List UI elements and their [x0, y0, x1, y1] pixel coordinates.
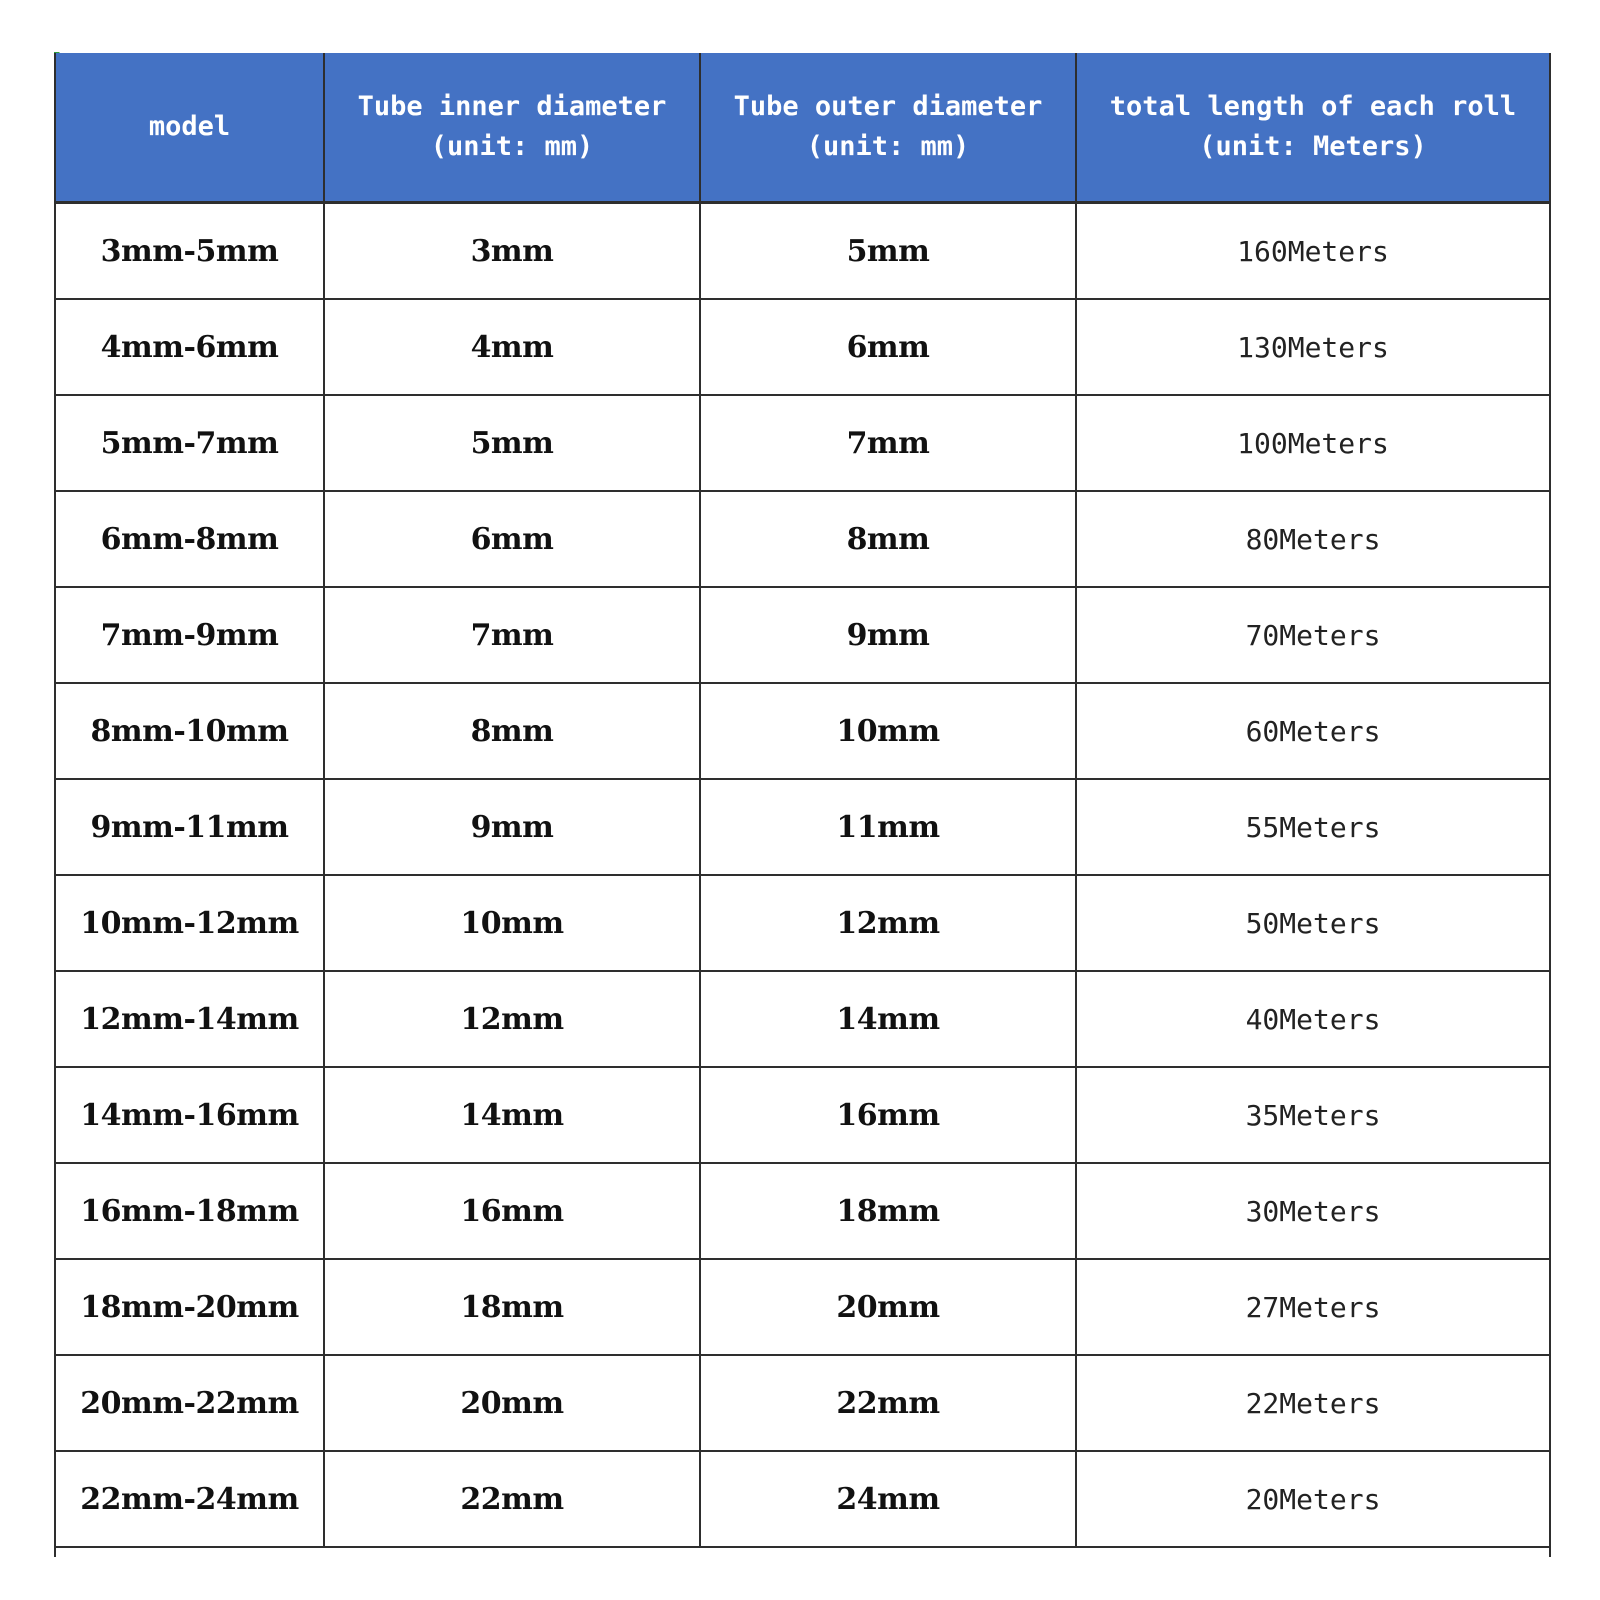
- inner-diameter-cell: 3mm: [324, 203, 700, 300]
- outer-diameter-cell: 18mm: [700, 1163, 1076, 1259]
- inner-diameter-cell: 5mm: [324, 395, 700, 491]
- roll-length-cell: 70Meters: [1076, 587, 1549, 683]
- header-roll-length: total length of each roll (unit: Meters): [1076, 53, 1549, 203]
- roll-length-cell: 50Meters: [1076, 875, 1549, 971]
- table-row: [56, 1067, 1549, 1163]
- roll-length-cell: 40Meters: [1076, 971, 1549, 1067]
- inner-diameter-cell: 10mm: [324, 875, 700, 971]
- inner-diameter-cell: 18mm: [324, 1259, 700, 1355]
- table-body: [56, 203, 1549, 1548]
- inner-diameter-cell: 16mm: [324, 1163, 700, 1259]
- outer-diameter-cell: 8mm: [700, 491, 1076, 587]
- roll-length-cell: 20Meters: [1076, 1451, 1549, 1547]
- model-cell: 7mm-9mm: [56, 587, 324, 683]
- model-cell: 5mm-7mm: [56, 395, 324, 491]
- roll-length-cell: 130Meters: [1076, 299, 1549, 395]
- header-row: [56, 53, 1549, 203]
- model-cell: 22mm-24mm: [56, 1451, 324, 1547]
- table-row: [56, 1259, 1549, 1355]
- outer-diameter-cell: 11mm: [700, 779, 1076, 875]
- inner-diameter-cell: 7mm: [324, 587, 700, 683]
- model-cell: 12mm-14mm: [56, 971, 324, 1067]
- table-row: [56, 1355, 1549, 1451]
- roll-length-cell: 55Meters: [1076, 779, 1549, 875]
- table-row: [56, 875, 1549, 971]
- header-inner-diameter: Tube inner diameter (unit: mm): [324, 53, 700, 203]
- table-row: [56, 971, 1549, 1067]
- header-model: model: [56, 53, 324, 203]
- roll-length-cell: 100Meters: [1076, 395, 1549, 491]
- model-cell: 8mm-10mm: [56, 683, 324, 779]
- outer-diameter-cell: 14mm: [700, 971, 1076, 1067]
- model-cell: 6mm-8mm: [56, 491, 324, 587]
- table-row: [56, 395, 1549, 491]
- roll-length-cell: 22Meters: [1076, 1355, 1549, 1451]
- model-cell: 16mm-18mm: [56, 1163, 324, 1259]
- table-row: [56, 491, 1549, 587]
- model-cell: 18mm-20mm: [56, 1259, 324, 1355]
- outer-diameter-cell: 12mm: [700, 875, 1076, 971]
- outer-diameter-cell: 16mm: [700, 1067, 1076, 1163]
- tube-spec-table: [56, 53, 1549, 1548]
- model-cell: 14mm-16mm: [56, 1067, 324, 1163]
- roll-length-cell: 60Meters: [1076, 683, 1549, 779]
- roll-length-cell: 35Meters: [1076, 1067, 1549, 1163]
- roll-length-cell: 160Meters: [1076, 203, 1549, 300]
- roll-length-cell: 80Meters: [1076, 491, 1549, 587]
- table-row: [56, 683, 1549, 779]
- table-row: [56, 203, 1549, 300]
- outer-diameter-cell: 6mm: [700, 299, 1076, 395]
- outer-diameter-cell: 9mm: [700, 587, 1076, 683]
- outer-diameter-cell: 7mm: [700, 395, 1076, 491]
- table-row: [56, 1163, 1549, 1259]
- outer-diameter-cell: 22mm: [700, 1355, 1076, 1451]
- model-cell: 10mm-12mm: [56, 875, 324, 971]
- table-row: [56, 1451, 1549, 1547]
- table-row: [56, 779, 1549, 875]
- model-cell: 3mm-5mm: [56, 203, 324, 300]
- inner-diameter-cell: 20mm: [324, 1355, 700, 1451]
- outer-diameter-cell: 5mm: [700, 203, 1076, 300]
- table-header: [56, 53, 1549, 203]
- inner-diameter-cell: 8mm: [324, 683, 700, 779]
- roll-length-cell: 30Meters: [1076, 1163, 1549, 1259]
- inner-diameter-cell: 4mm: [324, 299, 700, 395]
- table-row: [56, 299, 1549, 395]
- inner-diameter-cell: 14mm: [324, 1067, 700, 1163]
- inner-diameter-cell: 12mm: [324, 971, 700, 1067]
- model-cell: 20mm-22mm: [56, 1355, 324, 1451]
- outer-diameter-cell: 24mm: [700, 1451, 1076, 1547]
- inner-diameter-cell: 22mm: [324, 1451, 700, 1547]
- roll-length-cell: 27Meters: [1076, 1259, 1549, 1355]
- header-outer-diameter: Tube outer diameter (unit: mm): [700, 53, 1076, 203]
- spec-sheet: [54, 53, 1551, 1557]
- model-cell: 4mm-6mm: [56, 299, 324, 395]
- outer-diameter-cell: 10mm: [700, 683, 1076, 779]
- model-cell: 9mm-11mm: [56, 779, 324, 875]
- inner-diameter-cell: 6mm: [324, 491, 700, 587]
- table-row: [56, 587, 1549, 683]
- outer-diameter-cell: 20mm: [700, 1259, 1076, 1355]
- inner-diameter-cell: 9mm: [324, 779, 700, 875]
